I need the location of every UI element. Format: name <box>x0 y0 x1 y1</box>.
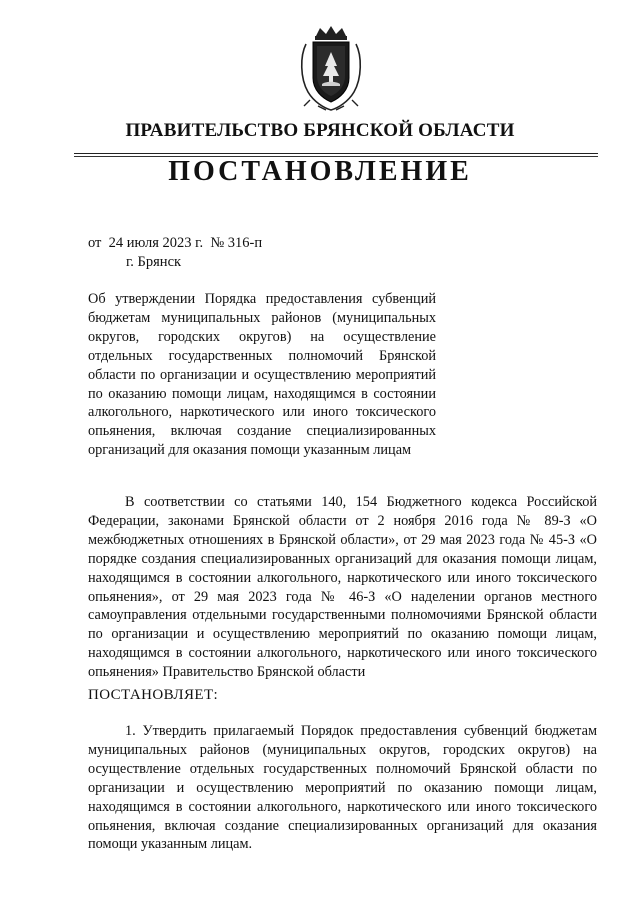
document-city: г. Брянск <box>126 254 182 270</box>
resolves-heading: ПОСТАНОВЛЯЕТ: <box>88 687 219 703</box>
header-divider-thick <box>74 153 598 154</box>
bryansk-coat-of-arms-icon <box>296 26 366 112</box>
government-name: ПРАВИТЕЛЬСТВО БРЯНСКОЙ ОБЛАСТИ <box>125 120 515 141</box>
document-type-title: ПОСТАНОВЛЕНИЕ <box>168 156 472 187</box>
item-1-paragraph: 1. Утвердить прилагаемый Порядок предоставления субвенций бюджетам муниципальных районов (муниципальных округов, городских округов) на осуществление отдельных государственных полномочий Брянской области по организации и осуществлению мероприятий по оказанию помощи лицам, находящимся в состоянии алкогольного, наркотического или иного токсического опьянения, включая создание специализированных организаций для оказания помощи указанным лицам. <box>88 723 597 853</box>
document-subject: Об утверждении Порядка предоставления субвенций бюджетам муниципальных районов (муниципальных округов, городских округов) на осуществление отдельных государственных полномочий Брянской области по организации и осуществлению мероприятий по оказанию помощи лицам, находящимся в состоянии алкогольного, наркотического или иного токсического опьянения, включая создание специализированных организаций для оказания помощи указанным лицам <box>88 291 436 459</box>
preamble-paragraph: В соответствии со статьями 140, 154 Бюджетного кодекса Российской Федерации, законами Брянской области от 2 ноября 2016 года № 89-З «О межбюджетных отношениях в Брянской области», от 29 мая 2023 года № 45-З «О порядке создания специализированных организаций для оказания помощи лицам, находящимся в состоянии алкогольного, наркотического или иного токсического опьянения», от 29 мая 2023 года № 46-З «О наделении органов местного самоуправления отдельными государственными полномочиями Брянской области по организации и осуществлению мероприятий по оказанию помощи лицам, находящимся в состоянии алкогольного, наркотического или иного токсического опьянения» Правительство Брянской области <box>88 494 597 681</box>
document-date-number: от 24 июля 2023 г. № 316-п <box>88 235 263 251</box>
